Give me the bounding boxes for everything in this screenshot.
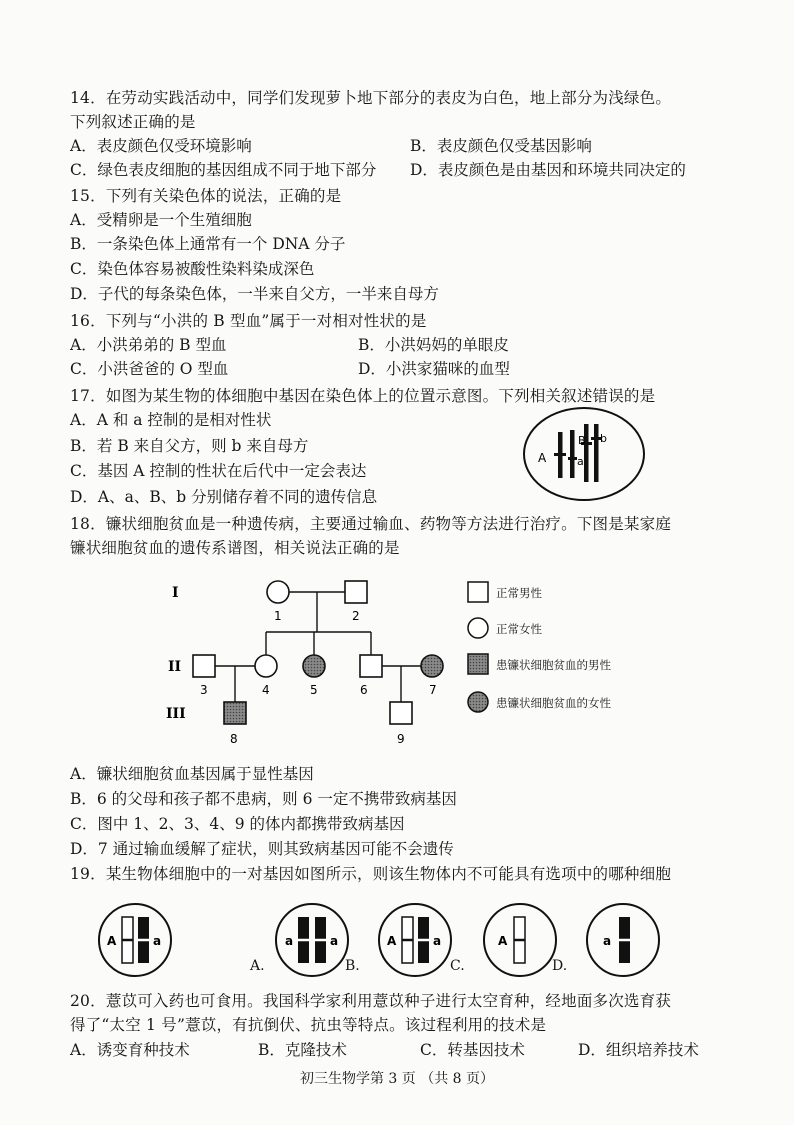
q19-a-gene-left: a bbox=[285, 934, 294, 948]
num-2: 2 bbox=[352, 609, 360, 623]
legend-female-symbol bbox=[468, 618, 488, 638]
q14-option-c: C．绿色表皮细胞的基因组成不同于地下部分 bbox=[70, 161, 377, 179]
q19-cell-option-c bbox=[480, 900, 560, 980]
q17-option-a: A．A 和 a 控制的是相对性状 bbox=[70, 411, 272, 429]
q20-option-c: C．转基因技术 bbox=[420, 1041, 525, 1059]
q19-stem: 19．某生物体细胞中的一对基因如图所示，则该生物体内不可能具有选项中的哪种细胞 bbox=[70, 865, 672, 883]
individual-1 bbox=[267, 581, 289, 603]
q20-option-b: B．克隆技术 bbox=[258, 1041, 347, 1059]
q16-stem: 16．下列与“小洪的 B 型血”属于一对相对性状的是 bbox=[70, 312, 427, 330]
q15-option-a: A．受精卵是一个生殖细胞 bbox=[70, 211, 252, 229]
num-6: 6 bbox=[360, 683, 368, 697]
q19-caption-d: D. bbox=[552, 958, 568, 974]
q19-d-gene-a: a bbox=[603, 934, 612, 948]
individual-2 bbox=[345, 581, 367, 603]
num-5: 5 bbox=[310, 683, 318, 697]
num-8: 8 bbox=[230, 732, 238, 746]
q19-caption-c: C. bbox=[450, 958, 465, 974]
legend-female-label: 正常女性 bbox=[496, 622, 542, 636]
q17-option-c: C．基因 A 控制的性状在后代中一定会表达 bbox=[70, 462, 367, 480]
q14-option-b: B．表皮颜色仅受基因影响 bbox=[410, 137, 592, 155]
individual-4 bbox=[255, 655, 277, 677]
q19-orig-gene-A: A bbox=[107, 934, 117, 948]
q15-option-c: C．染色体容易被酸性染料染成深色 bbox=[70, 260, 315, 278]
q19-cell-option-b bbox=[375, 900, 455, 980]
q17-gene-B: B bbox=[578, 434, 586, 447]
q19-b-gene-A: A bbox=[387, 934, 397, 948]
q17-option-d: D．A、a、B、b 分别储存着不同的遗传信息 bbox=[70, 488, 378, 506]
q19-b-gene-a: a bbox=[433, 934, 442, 948]
q18-stem-line2: 镰状细胞贫血的遗传系谱图，相关说法正确的是 bbox=[70, 539, 400, 557]
q20-stem-line2: 得了“太空 1 号”薏苡，有抗倒伏、抗虫等特点。该过程利用的技术是 bbox=[70, 1016, 547, 1034]
q18-option-a: A．镰状细胞贫血基因属于显性基因 bbox=[70, 765, 314, 783]
q20-option-a: A．诱变育种技术 bbox=[70, 1041, 190, 1059]
q14-option-a: A．表皮颜色仅受环境影响 bbox=[70, 137, 252, 155]
individual-6 bbox=[360, 655, 382, 677]
q18-option-b: B．6 的父母和孩子都不患病，则 6 一定不携带致病基因 bbox=[70, 790, 457, 808]
pedigree-legend-symbols bbox=[466, 580, 492, 720]
q17-gene-b: b bbox=[600, 432, 607, 445]
q19-cell-option-a bbox=[272, 900, 352, 980]
legend-male-symbol bbox=[468, 582, 488, 602]
q17-gene-a: a bbox=[577, 455, 584, 468]
q16-option-d: D．小洪家猫咪的血型 bbox=[358, 360, 510, 378]
q17-stem: 17．如图为某生物的体细胞中基因在染色体上的位置示意图。下列相关叙述错误的是 bbox=[70, 387, 656, 405]
q19-caption-a: A. bbox=[250, 958, 265, 974]
q16-option-a: A．小洪弟弟的 B 型血 bbox=[70, 336, 227, 354]
q19-caption-b: B. bbox=[345, 958, 360, 974]
individual-3 bbox=[193, 655, 215, 677]
num-9: 9 bbox=[397, 732, 405, 746]
q19-c-gene-A: A bbox=[498, 934, 508, 948]
q15-stem: 15．下列有关染色体的说法，正确的是 bbox=[70, 187, 342, 205]
q16-option-c: C．小洪爸爸的 O 型血 bbox=[70, 360, 229, 378]
num-7: 7 bbox=[429, 683, 437, 697]
q14-stem-line2: 下列叙述正确的是 bbox=[70, 113, 196, 131]
q19-original-cell bbox=[95, 900, 175, 980]
num-4: 4 bbox=[262, 683, 270, 697]
q15-option-d: D．子代的每条染色体，一半来自父方，一半来自母方 bbox=[70, 285, 439, 303]
q14-option-d: D．表皮颜色是由基因和环境共同决定的 bbox=[410, 161, 686, 179]
q14-stem-line1: 14．在劳动实践活动中，同学们发现萝卜地下部分的表皮为白色，地上部分为浅绿色。 bbox=[70, 89, 672, 107]
q16-option-b: B．小洪妈妈的单眼皮 bbox=[358, 336, 509, 354]
q18-option-d: D．7 通过输血缓解了症状，则其致病基因可能不会遗传 bbox=[70, 840, 454, 858]
legend-sick-male-symbol bbox=[468, 654, 488, 674]
q19-cell-option-d bbox=[583, 900, 663, 980]
individual-9 bbox=[390, 702, 412, 724]
q19-a-gene-right: a bbox=[330, 934, 339, 948]
q19-orig-gene-a: a bbox=[153, 934, 162, 948]
legend-sick-female-label: 患镰状细胞贫血的女性 bbox=[496, 696, 611, 710]
q20-stem-line1: 20．薏苡可入药也可食用。我国科学家利用薏苡种子进行太空育种，经地面多次选育获 bbox=[70, 992, 672, 1010]
q18-stem-line1: 18．镰状细胞贫血是一种遗传病，主要通过输血、药物等方法进行治疗。下图是某家庭 bbox=[70, 515, 672, 533]
q17-cell-diagram bbox=[520, 404, 650, 504]
q15-option-b: B．一条染色体上通常有一个 DNA 分子 bbox=[70, 235, 346, 253]
num-1: 1 bbox=[274, 609, 282, 623]
gen-label-I: I bbox=[172, 585, 179, 601]
num-3: 3 bbox=[200, 683, 208, 697]
gen-label-III: III bbox=[166, 706, 186, 722]
q20-option-d: D．组织培养技术 bbox=[578, 1041, 699, 1059]
q18-option-c: C．图中 1、2、3、4、9 的体内都携带致病基因 bbox=[70, 815, 405, 833]
q17-gene-A: A bbox=[538, 451, 547, 465]
legend-sick-female-symbol bbox=[468, 692, 488, 712]
page-footer: 初三生物学第 3 页 （共 8 页） bbox=[299, 1071, 495, 1087]
individual-7 bbox=[421, 655, 443, 677]
gen-label-II: II bbox=[168, 659, 182, 675]
legend-male-label: 正常男性 bbox=[496, 586, 542, 600]
individual-5 bbox=[303, 655, 325, 677]
individual-8 bbox=[224, 702, 246, 724]
q17-option-b: B．若 B 来自父方，则 b 来自母方 bbox=[70, 437, 309, 455]
legend-sick-male-label: 患镰状细胞贫血的男性 bbox=[496, 658, 611, 672]
pedigree-chart bbox=[160, 570, 480, 750]
